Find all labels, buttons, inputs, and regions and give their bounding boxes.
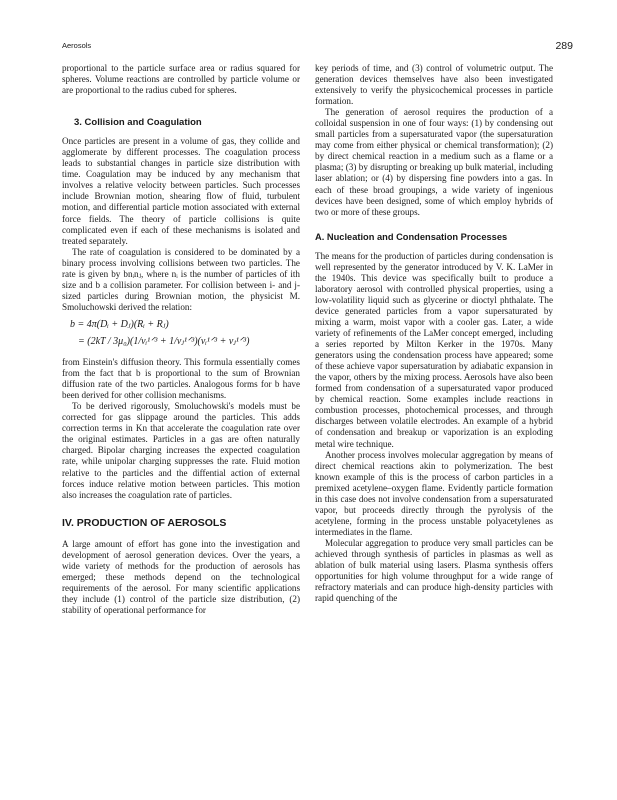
collision-paragraph-3: from Einstein's diffusion theory. This formula essentially comes from the fact that b is proportional to the sum of Brownian diffusion rate of the two particles. Analogous forms for b have been derived for other collision mechanisms. xyxy=(62,357,300,401)
right-column xyxy=(315,63,553,604)
generation-ways-paragraph: The generation of aerosol requires the production of a colloidal suspension in one of four ways: (1) by condensing out small particles from a supersaturated vapor (the supersaturation may come from either physical or chemical transformation); (2) by direct chemical reaction in a medium such as a flame or a plasma; (3) by disrupting or breaking up bulk material, including laser ablation; or (4) by dispersing fine powders into a gas. In each of these broad groupings, a wide variety of ingenious devices have been designed, some of which employ hybrids of two or more of these groups. xyxy=(315,107,553,217)
right-continuation-paragraph: key periods of time, and (3) control of volumetric output. The generation devices themselves have also been investigated extensively to verify the physicochemical processes in particle formation. xyxy=(315,63,553,107)
equation-line-1: b = 4π(Dᵢ + Dⱼ)(Rᵢ + Rⱼ) xyxy=(70,318,169,330)
equation-smoluchowski xyxy=(62,336,300,347)
production-paragraph: A large amount of effort has gone into the investigation and development of aerosol generation devices. Over the years, a wide variety of methods for the production of aerosols has emerged; these methods depend on the technological requirements of the aerosol. For many scientific applications they include (1) control of the particle size distribution, (2) stability of operational performance for xyxy=(62,538,300,615)
collision-paragraph-2: The rate of coagulation is considered to be dominated by a binary process involving collisions between two particles. The rate is given by bnᵢnⱼ, where nᵢ is the number of particles of ith size and b a collision parameter. For collision between i- and j-sized particles during Brownian motion, the physicist M. Smoluchowski derived the relation: xyxy=(62,246,300,312)
nucleation-paragraph-3: Molecular aggregation to produce very small particles can be achieved through synthesis of particles in plasmas as well as ablation of bulk material using lasers. Plasma synthesis offers opportunities for high volume throughput for a wide range of refractory materials and can produce high-density particles with rapid quenching of the xyxy=(315,537,553,604)
equation-collision-parameter xyxy=(62,319,300,330)
heading-production-of-aerosols: IV. PRODUCTION OF AEROSOLS xyxy=(62,516,227,529)
nucleation-paragraph-2: Another process involves molecular aggregation by means of direct chemical reactions akin to polymerization. The best known example of this is the process of carbon particles in a premixed acetylene–oxygen flame. Evidently particle formation in this case does not involve condensation from a supersaturated vapor, but proceeds directly through the pyrolysis of the acetylene, forming in the process unstable polyacetylenes as intermediates in the flame. xyxy=(315,449,553,537)
nucleation-paragraph-1: The means for the production of particles during condensation is well represented by the generator introduced by V. K. LaMer in the 1940s. This device was specifically built to produce a laboratory aerosol with controlled physical properties, using a low-volatility liquid such as glycerine or dioctyl phthalate. The device generated particles from a vapor supersaturated by mixing a warm, moist vapor with a cooler gas. Later, a wide variety of refinements of the LaMer concept emerged, including a series reported by Milton Kerker in the 1970s. Many generators using the condensation process have appeared; some of these achieve vapor supersaturation by adiabatic expansion in the vapor, others by the mixing process. Aerosols have also been formed from condensation of a supersaturated vapor produced by chemical reaction. Some examples include reactions in combustion processes, photochemical processes, and through discharges between volatile electrodes. An example of a hybrid of condensation and breakup or vaporization is an exploding metal wire technique. xyxy=(315,250,553,449)
heading-nucleation-condensation: A. Nucleation and Condensation Processes xyxy=(315,231,508,242)
running-title: Aerosols xyxy=(62,41,92,50)
left-continuation-paragraph: proportional to the particle surface area or radius squared for spheres. Volume reactions are controlled by particle volume or are proportional to the radius cubed for spheres. xyxy=(62,63,300,96)
left-column xyxy=(62,63,300,616)
running-header xyxy=(62,41,573,55)
page-number: 289 xyxy=(555,40,573,52)
heading-collision-coagulation: 3. Collision and Coagulation xyxy=(74,117,202,129)
equation-line-2: = (2kT / 3μ₀)(1/vᵢ¹ᐟ³ + 1/vⱼ¹ᐟ³)(vᵢ¹ᐟ³ + vⱼ¹ᐟ³) xyxy=(78,335,250,347)
collision-paragraph-1: Once particles are present in a volume of gas, they collide and agglomerate by different processes. The coagulation process leads to substantial changes in particle size distribution with time. Coagulation may be induced by any mechanism that involves a relative velocity between particles. Such processes include Brownian motion, shearing flow of fluid, turbulent motion, and differential particle motion associated with external force fields. The theory of particle collisions is quite complicated even if each of these mechanisms is isolated and treated separately. xyxy=(62,136,300,246)
collision-paragraph-4: To be derived rigorously, Smoluchowski's models must be corrected for gas slippage around the particles. This adds correction terms in Kn that accelerate the coagulation rate over the original estimates. Particles in a gas are often naturally charged. Bipolar charging increases the expected coagulation rate, while unipolar charging suppresses the rate. Fluid motion relative to the particles and the diffential action of external forces induce relative motion between particles. This motion also increases the coagulation rate of particles. xyxy=(62,401,300,500)
